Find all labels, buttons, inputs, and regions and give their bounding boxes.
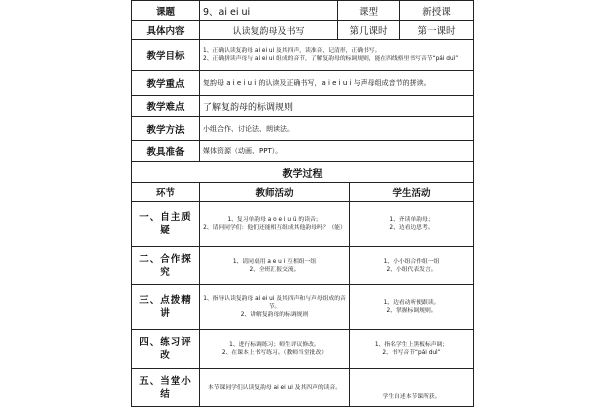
type-value: 新授课	[400, 1, 474, 21]
student-activity	[350, 369, 474, 407]
student-line: 1、指名学生上黑板标声调；	[374, 342, 449, 348]
student-line: 2、小组代表发言。	[386, 266, 437, 273]
teacher-activity	[200, 202, 350, 247]
prep-label: 教具准备	[132, 141, 200, 162]
teacher-activity	[200, 285, 350, 330]
teacher-line: 1、请同桌用 a e u i 互相组一组	[232, 258, 317, 265]
step-cell: 五、当堂小结	[132, 369, 200, 407]
teacher-activity	[200, 369, 350, 407]
teacher-line: 1、指导认读复韵母 ai ei ui 及其四声和与声母组成的音节。	[203, 296, 346, 310]
period-label: 第几课时	[338, 21, 400, 40]
step-cell: 一、自主质疑	[132, 202, 200, 247]
student-line: 1、齐读单韵母；	[389, 217, 434, 223]
col-teacher-header: 教师活动	[200, 183, 350, 202]
student-line: 2、边看边思考。	[389, 225, 434, 231]
student-activity	[350, 202, 474, 247]
teacher-line: 本节课同学们认读复韵母 ai ei ui 及其四声的读音。	[207, 384, 342, 391]
difficulty-value: 了解复韵母的标调规则	[200, 96, 474, 117]
teaching-process-table	[131, 161, 474, 407]
student-activity	[350, 247, 474, 285]
teacher-line: 2、讲解复韵母的标调规则	[240, 312, 309, 318]
content-value: 认读复韵母及书写	[200, 21, 338, 40]
student-line: 学生自述本节课所获。	[382, 394, 441, 400]
lesson-plan-sheet	[131, 0, 473, 400]
teacher-activity	[200, 330, 350, 369]
difficulty-label: 教学难点	[132, 96, 200, 117]
teacher-line: 2、请问同学们：他们还能相互组成其他韵母吗？（能）	[203, 225, 346, 231]
step-cell: 二、合作探究	[132, 247, 200, 285]
col-student-header: 学生活动	[350, 183, 474, 202]
process-title: 教学过程	[132, 162, 474, 183]
goal-line: 1、正确认读复韵母 ai ei ui 及其四声，读准音，记清形，正确书写。	[203, 48, 381, 54]
prep-value: 媒体资源（动画、PPT）。	[200, 141, 474, 162]
key-point-line: 复韵母 a i e i u i 的认读及正确书写，a i e i u i 与声母组成音节的拼读。	[203, 79, 431, 87]
teacher-activity	[200, 247, 350, 285]
teacher-line: 2、全班汇报交流。	[249, 266, 300, 273]
teacher-line: 1、进行标调练习；师生评议修改。	[229, 342, 320, 348]
student-line: 1、边看动听便跟读。	[383, 300, 440, 306]
col-step-header: 环节	[132, 183, 200, 202]
period-value: 第一课时	[400, 21, 474, 40]
step-cell: 三、点拨精讲	[132, 285, 200, 330]
student-line: 2、掌握标调规则。	[386, 308, 437, 314]
student-line: 1、小小组合作组一组	[383, 258, 440, 265]
topic-value: 9、ai ei ui	[200, 1, 338, 21]
method-label: 教学方法	[132, 117, 200, 141]
student-line: 2、书写音节“pái duì”	[382, 350, 441, 356]
goals-content	[200, 40, 474, 71]
topic-label: 课题	[132, 1, 200, 21]
student-activity	[350, 285, 474, 330]
teacher-line: 1、复习单韵母 a o e i u ü 的读音；	[227, 217, 322, 223]
step-cell: 四、练习评改	[132, 330, 200, 369]
lesson-info-table	[131, 0, 474, 162]
key-points-label: 教学重点	[132, 71, 200, 96]
goals-label: 教学目标	[132, 40, 200, 71]
type-label: 课型	[338, 1, 400, 21]
content-label: 具体内容	[132, 21, 200, 40]
goal-line: 2、正确拼读声母与 ai ei ui 组成的音节，了解复韵母的标调规则，能在四线格里书写音节“pái duì”	[203, 56, 459, 62]
student-activity	[350, 330, 474, 369]
teacher-line: 2、在课本上书写练习。（教师当堂批改）	[221, 350, 328, 356]
method-value: 小组合作、讨论法、朗读法。	[200, 117, 474, 141]
key-points-content	[200, 71, 474, 96]
